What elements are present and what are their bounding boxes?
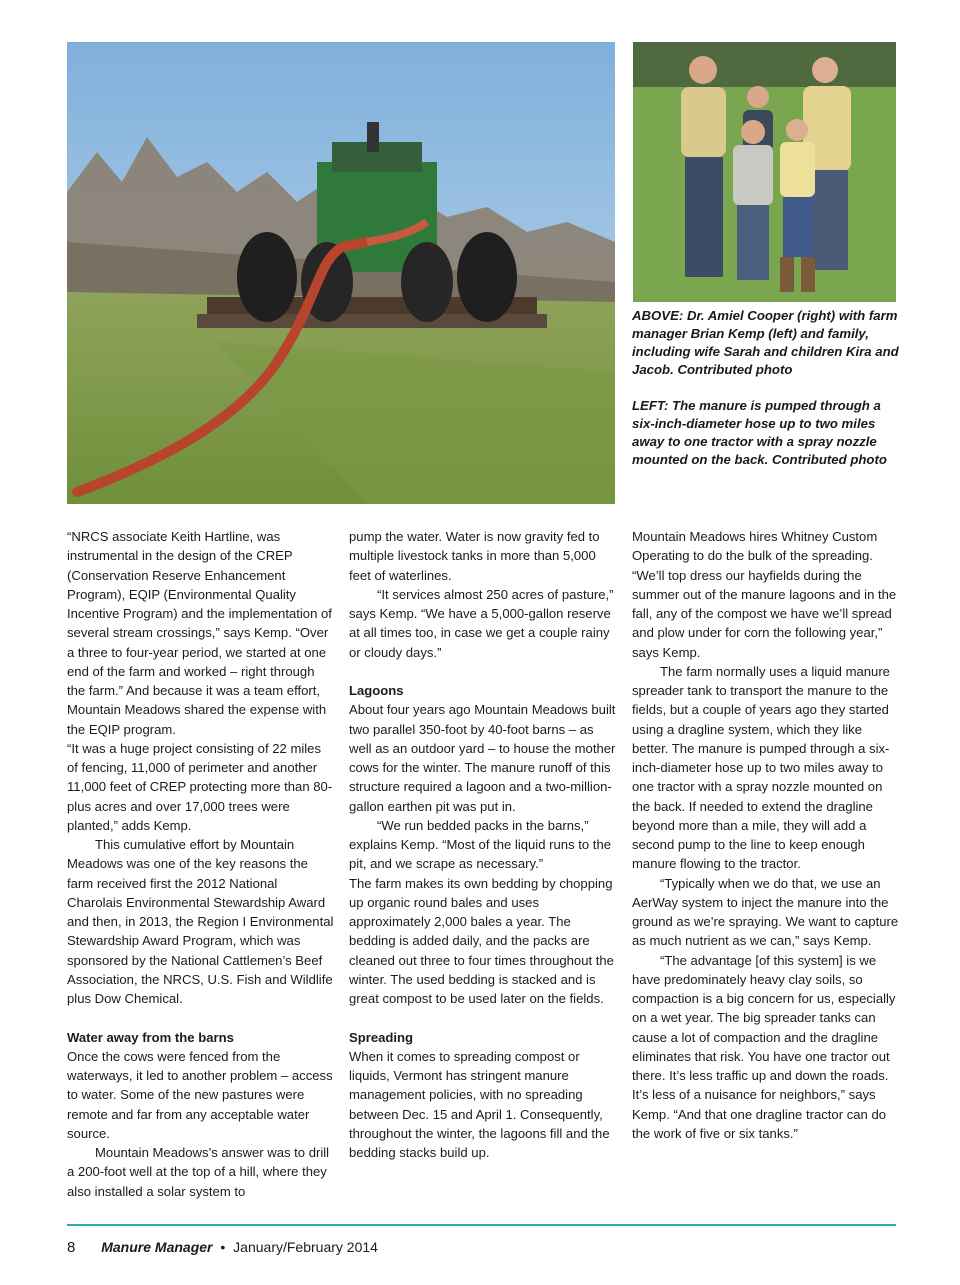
page-footer <box>67 1238 378 1257</box>
article-paragraph: “It services almost 250 acres of pasture,” says Kemp. “We have a 5,000-gallon reserve at all times too, in case we get a couple rainy or cloudy days.” <box>349 586 614 660</box>
page-number: 8 <box>67 1239 76 1256</box>
article-paragraph: Mountain Meadows’s answer was to drill a 200-foot well at the top of a hill, where they also installed a solar system to <box>67 1145 330 1199</box>
family-photo <box>633 42 896 302</box>
article-paragraph: pump the water. Water is now gravity fed to multiple livestock tanks in more than 5,000 feet of waterlines. <box>349 529 600 583</box>
photo-captions <box>632 307 900 469</box>
article-column-3 <box>632 527 900 1143</box>
article-paragraph: This cumulative effort by Mountain Meadows was one of the key reasons the farm received first the 2012 National Charolais Environmental Stewardship Award and then, in 2013, the Region I Environmental Stewardship Award Program, which was sponsored by the National Cattlemen’s Beef Association, the NRCS, U.S. Fish and Wildlife plus Dow Chemical. <box>67 837 334 1006</box>
caption-above: ABOVE: Dr. Amiel Cooper (right) with farm manager Brian Kemp (left) and family, including wife Sarah and children Kira and Jacob. Contributed photo <box>632 308 899 377</box>
article-paragraph: About four years ago Mountain Meadows built two parallel 350-foot by 40-foot barns – as well as an outdoor yard – to house the mother cows for the winter. The manure runoff of this structure required a lagoon and a two-million-gallon earthen pit was put in. <box>349 702 616 814</box>
article-paragraph: “It was a huge project consisting of 22 miles of fencing, 11,000 of perimeter and another 11,000 feet of CREP protecting more than 80-plus acres and over 17,000 trees were planted,” adds Kemp. <box>67 740 333 833</box>
section-heading: Water away from the barns <box>67 1029 234 1045</box>
article-column-2 <box>349 527 617 1162</box>
article-paragraph: Mountain Meadows hires Whitney Custom Operating to do the bulk of the spreading. “We’ll top dress our hayfields during the summer out of the manure lagoons and in the fall, any of the compost we have we’ll spread and plow under for corn the following year,” says Kemp. <box>632 529 897 660</box>
section-heading: Spreading <box>349 1029 414 1045</box>
article-paragraph: “Typically when we do that, we use an AerWay system to inject the manure into the ground as we’re spraying. We want to capture as much nutrient as we can,” says Kemp. <box>632 875 899 949</box>
caption-left: LEFT: The manure is pumped through a six-inch-diameter hose up to two miles away to one tractor with a spray nozzle mounted on the back. Contributed photo <box>632 398 887 467</box>
article-paragraph: “The advantage [of this system] is we have predominately heavy clay soils, so compaction is a big concern for us, especially on a wet year. The big spreader tanks can cause a lot of compaction and the dragline eliminates that risk. You have one tractor out there. It’s less traffic up and down the roads. It’s less of a nuisance for neighbors,” says Kemp. “And that one dragline tractor can do the work of five or six tanks.” <box>632 952 896 1141</box>
article-column-1 <box>67 527 335 1201</box>
issue-date: January/February 2014 <box>233 1239 378 1255</box>
article-paragraph: The farm makes its own bedding by chopping up organic round bales and uses approximately 2,000 bales a year. The bedding is added daily, and the packs are cleaned out three to four times throughout the winter. The used bedding is stacked and is great compost to be used later on the fields. <box>349 875 614 1006</box>
family-photo-image <box>633 42 896 302</box>
footer-bullet: • <box>220 1239 226 1255</box>
article-paragraph: The farm normally uses a liquid manure spreader tank to transport the manure to the fields, but a couple of years ago they started using a dragline system, which they like better. The manure is pumped through a six-inch-diameter hose up to two miles away to one tractor with a spray nozzle mounted on the back. If needed to extend the dragline beyond more than a mile, they will add a second pump to the line to keep enough manure flowing to the tractor. <box>632 663 890 872</box>
footer-rule <box>67 1224 896 1226</box>
section-heading: Lagoons <box>349 683 404 698</box>
article-paragraph: “NRCS associate Keith Hartline, was instrumental in the design of the CREP (Conservation Reserve Enhancement Program), EQIP (Environmental Quality Incentive Program) and the implementation of several stream crossings,” says Kemp. “Over a three to four-year period, we started at one end of the farm and worked – right through the farm.” And because it was a team effort, Mountain Meadows shared the expense with the EQIP program. <box>67 529 332 737</box>
article-paragraph: When it comes to spreading compost or liquids, Vermont has stringent manure management policies, with no spreading between Dec. 15 and April 1. Consequently, throughout the winter, the lagoons fill and the bedding stacks build up. <box>349 1048 610 1160</box>
tractor-photo <box>67 42 615 504</box>
tractor-photo-image <box>67 42 615 504</box>
article-paragraph: Once the cows were fenced from the waterways, it led to another problem – access to water. Some of the new pastures were remote and far from any acceptable water source. <box>67 1048 333 1141</box>
magazine-name: Manure Manager <box>101 1239 213 1255</box>
article-paragraph: “We run bedded packs in the barns,” explains Kemp. “Most of the liquid runs to the pit, and we scrape as necessary.” <box>349 817 612 872</box>
